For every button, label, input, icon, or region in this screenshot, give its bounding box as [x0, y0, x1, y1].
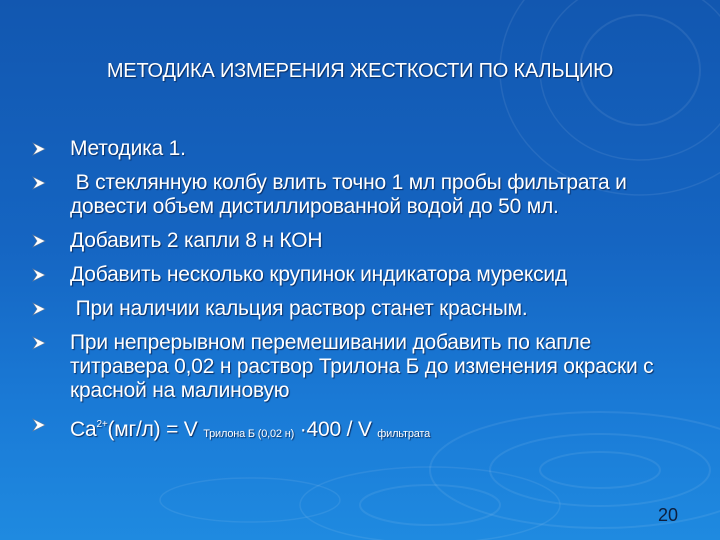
formula-titrant-subscript: Трилона Б (0,02 н) — [203, 428, 295, 440]
arrow-bullet-icon — [32, 302, 46, 316]
arrow-bullet-icon — [32, 268, 46, 282]
formula-unit: (мг/л) = V — [107, 418, 198, 441]
bullet-text: При непрерывном перемешивании добавить по капле титравера 0,02 н раствор Трилона Б до изменения окраски с красной на малиновую — [70, 331, 654, 402]
bullet-text: Добавить 2 капли 8 н КОН — [70, 229, 323, 252]
slide-title: МЕТОДИКА ИЗМЕРЕНИЯ ЖЕСТКОСТИ ПО КАЛЬЦИЮ — [106, 60, 614, 82]
list-item — [30, 263, 690, 287]
list-item — [30, 137, 690, 161]
arrow-bullet-icon — [32, 142, 46, 156]
list-item — [30, 171, 690, 219]
arrow-bullet-icon — [32, 176, 46, 190]
bullet-list — [30, 137, 690, 456]
arrow-bullet-icon — [32, 418, 46, 432]
formula-ca: Ca — [70, 418, 97, 441]
bullet-text: Добавить несколько крупинок индикатора мурексид — [70, 263, 567, 286]
list-item — [30, 297, 690, 321]
list-item — [30, 331, 690, 403]
list-item — [30, 229, 690, 253]
formula-filtrate-subscript: фильтрата — [377, 428, 431, 440]
arrow-bullet-icon — [32, 234, 46, 248]
formula-charge: 2+ — [96, 419, 108, 430]
formula-factor: ·400 / V — [299, 418, 372, 441]
page-number: 20 — [657, 505, 678, 525]
arrow-bullet-icon — [32, 336, 46, 350]
bullet-text: При наличии кальция раствор станет красным. — [70, 297, 528, 320]
bullet-text: В стеклянную колбу влить точно 1 мл пробы фильтрата и довести объем дистиллированной водой до 50 мл. — [70, 171, 633, 218]
formula-item — [30, 413, 690, 446]
bullet-text: Методика 1. — [70, 137, 186, 160]
